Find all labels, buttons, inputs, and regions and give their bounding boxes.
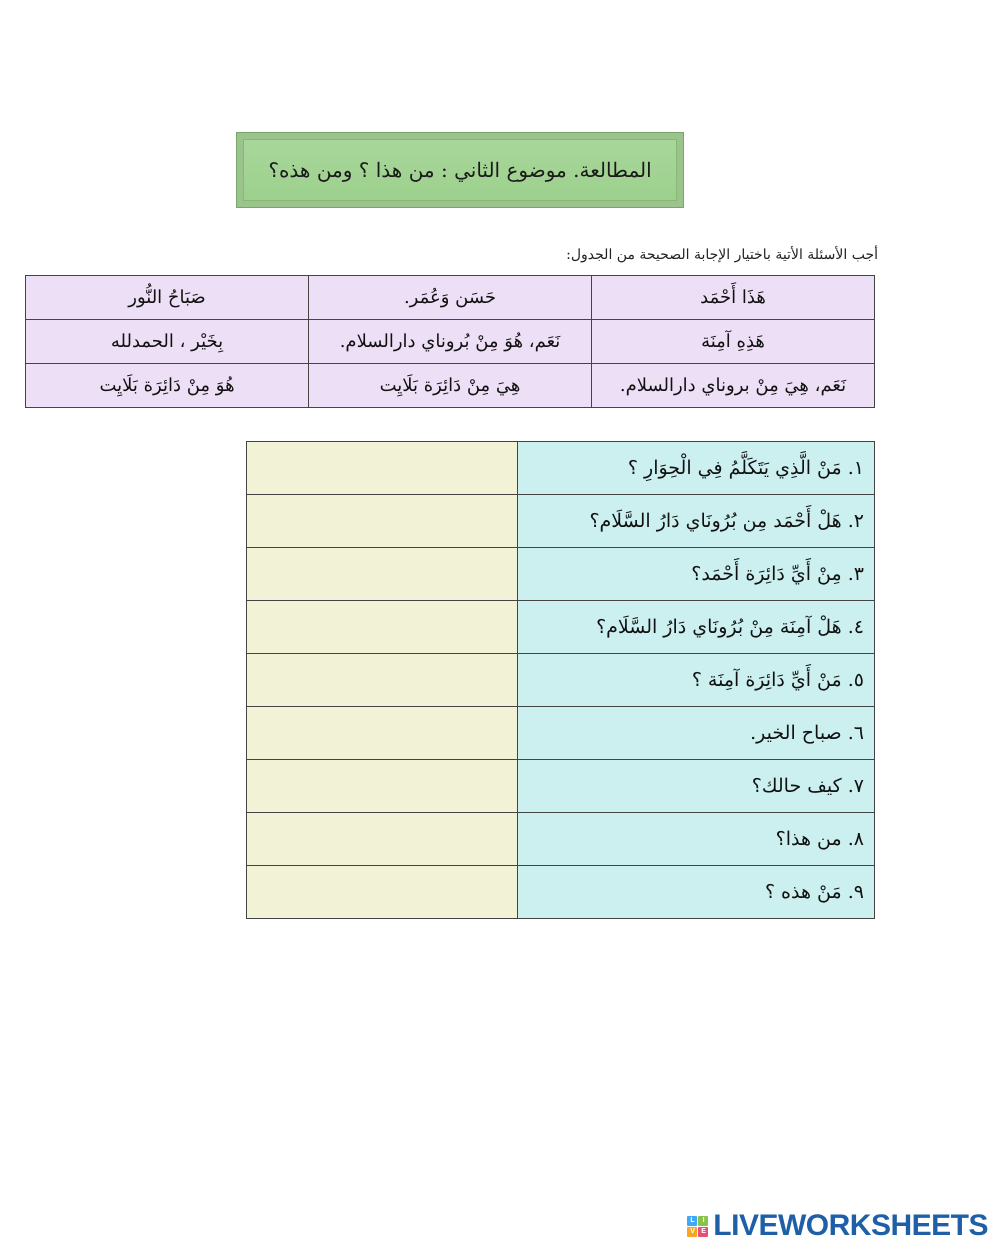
question-cell: ٨. من هذا؟	[518, 813, 875, 866]
option-cell: نَعَم، هِيَ مِنْ بروناي دارالسلام.	[592, 364, 875, 408]
table-row	[247, 707, 875, 760]
option-cell: بِخَيْر ، الحمدلله	[26, 320, 309, 364]
table-row	[247, 813, 875, 866]
question-cell: ٢. هَلْ أَحْمَد مِن بُرُونَاي دَارُ السَّلَام؟	[518, 495, 875, 548]
option-cell: هِيَ مِنْ دَائِرَة بَلَايِت	[309, 364, 592, 408]
answer-drop-zone[interactable]	[247, 866, 518, 919]
question-cell: ٩. مَنْ هذه ؟	[518, 866, 875, 919]
option-cell: هَذِهِ آمِنَة	[592, 320, 875, 364]
answer-options-table	[25, 275, 875, 408]
option-cell: حَسَن وَعُمَر.	[309, 276, 592, 320]
option-cell: هَذَا أَحْمَد	[592, 276, 875, 320]
table-row	[247, 601, 875, 654]
worksheet-title: المطالعة. موضوع الثاني : من هذا ؟ ومن هذه؟	[236, 132, 684, 208]
answer-drop-zone[interactable]	[247, 442, 518, 495]
answer-drop-zone[interactable]	[247, 654, 518, 707]
answer-drop-zone[interactable]	[247, 760, 518, 813]
table-row	[247, 760, 875, 813]
logo-tile: I	[698, 1216, 708, 1226]
liveworksheets-logo[interactable]	[687, 1208, 988, 1244]
question-cell: ٦. صباح الخير.	[518, 707, 875, 760]
logo-text: LIVEWORKSHEETS	[713, 1209, 988, 1242]
answer-drop-zone[interactable]	[247, 707, 518, 760]
question-answer-table	[246, 441, 875, 919]
logo-tile: V	[687, 1227, 697, 1237]
answer-drop-zone[interactable]	[247, 813, 518, 866]
logo-tile: E	[698, 1227, 708, 1237]
question-cell: ٥. مَنْ أَيِّ دَائِرَة آمِنَة ؟	[518, 654, 875, 707]
table-row	[247, 442, 875, 495]
question-cell: ١. مَنْ الَّذِي يَتَكَلَّمُ فِي الْحِوَارِ ؟	[518, 442, 875, 495]
table-row	[26, 364, 875, 408]
option-cell: هُوَ مِنْ دَائِرَة بَلَايِت	[26, 364, 309, 408]
logo-tiles-icon	[687, 1216, 708, 1237]
table-row	[247, 866, 875, 919]
table-row	[247, 548, 875, 601]
table-row	[26, 276, 875, 320]
table-row	[26, 320, 875, 364]
question-cell: ٣. مِنْ أَيِّ دَائِرَة أَحْمَد؟	[518, 548, 875, 601]
question-cell: ٤. هَلْ آمِنَة مِنْ بُرُونَاي دَارُ السَّلَام؟	[518, 601, 875, 654]
answer-drop-zone[interactable]	[247, 601, 518, 654]
answer-drop-zone[interactable]	[247, 495, 518, 548]
answer-drop-zone[interactable]	[247, 548, 518, 601]
option-cell: صَبَاحُ النُّور	[26, 276, 309, 320]
question-cell: ٧. كيف حالك؟	[518, 760, 875, 813]
logo-tile: L	[687, 1216, 697, 1226]
instruction-text: أجب الأسئلة الأتية باختيار الإجابة الصحيحة من الجدول:	[566, 247, 878, 263]
table-row	[247, 654, 875, 707]
table-row	[247, 495, 875, 548]
option-cell: نَعَم، هُوَ مِنْ بُروناي دارالسلام.	[309, 320, 592, 364]
